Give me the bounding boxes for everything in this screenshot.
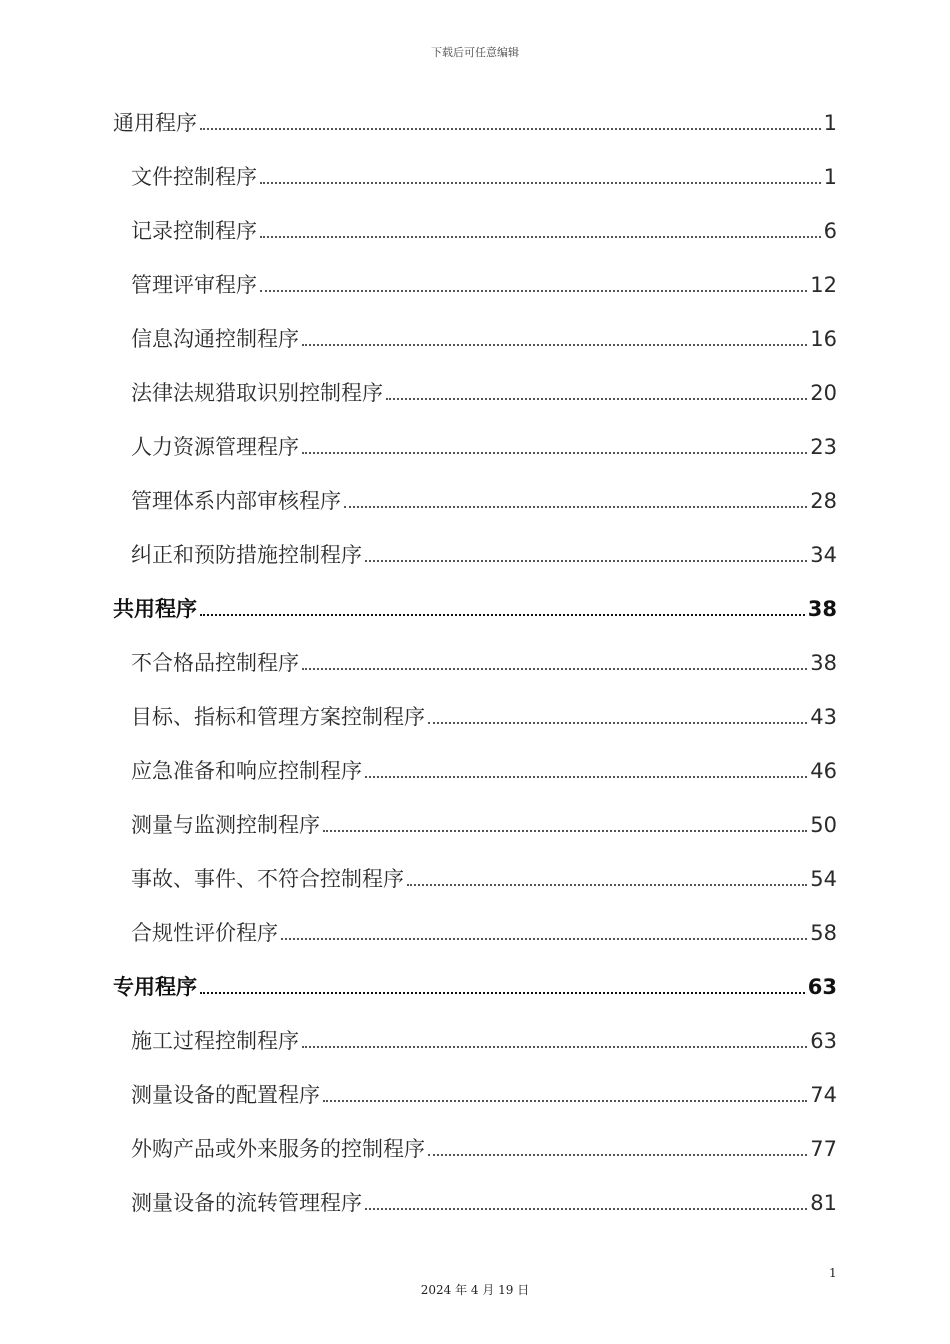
toc-entry-title: 合规性评价程序 [131,921,278,945]
toc-dot-leader [260,176,821,184]
toc-dot-leader [200,122,821,130]
toc-entry-page-number: 38 [810,651,837,675]
toc-entry[interactable] [131,895,837,949]
toc-entry-title: 测量设备的配置程序 [131,1083,320,1107]
toc-entry-title: 不合格品控制程序 [131,651,299,675]
toc-entry-page-number: 81 [810,1191,837,1215]
toc-entry-page-number: 1 [823,111,837,135]
toc-dot-leader [302,446,807,454]
toc-entry-title: 事故、事件、不符合控制程序 [131,867,404,891]
toc-entry[interactable] [131,787,837,841]
toc-entry-page-number: 12 [810,273,837,297]
toc-entry-page-number: 34 [810,543,837,567]
toc-entry-title: 外购产品或外来服务的控制程序 [131,1137,425,1161]
toc-entry[interactable] [131,1003,837,1057]
page-footer-date: 2024 年 4 月 19 日 [420,1283,530,1297]
toc-entry[interactable] [131,355,837,409]
toc-entry-page-number: 38 [807,597,837,621]
toc-entry[interactable] [131,1111,837,1165]
toc-entry[interactable] [131,679,837,733]
toc-entry-title: 施工过程控制程序 [131,1029,299,1053]
toc-entry[interactable] [131,733,837,787]
toc-dot-leader [200,986,805,994]
toc-dot-leader [260,230,821,238]
toc-entry[interactable] [131,1057,837,1111]
toc-entry[interactable] [131,841,837,895]
toc-entry-page-number: 63 [807,975,837,999]
toc-entry-title: 文件控制程序 [131,165,257,189]
toc-entry-page-number: 43 [810,705,837,729]
toc-dot-leader [302,1040,807,1048]
toc-entry[interactable] [131,1165,837,1219]
toc-entry[interactable] [131,463,837,517]
toc-dot-leader [365,554,807,562]
toc-entry-title: 纠正和预防措施控制程序 [131,543,362,567]
toc-entry-page-number: 28 [810,489,837,513]
toc-entry-page-number: 74 [810,1083,837,1107]
toc-entry-title: 管理评审程序 [131,273,257,297]
toc-entry-page-number: 16 [810,327,837,351]
page-header: 下载后可任意编辑 [431,46,519,59]
toc-entry-title: 记录控制程序 [131,219,257,243]
toc-entry[interactable] [131,409,837,463]
toc-entry-page-number: 1 [823,165,837,189]
toc-entry-page-number: 63 [810,1029,837,1053]
toc-entry-title: 管理体系内部审核程序 [131,489,341,513]
toc-entry-page-number: 6 [823,219,837,243]
toc-entry-page-number: 54 [810,867,837,891]
toc-entry-title: 目标、指标和管理方案控制程序 [131,705,425,729]
toc-dot-leader [428,716,807,724]
toc-entry[interactable] [131,625,837,679]
toc-dot-leader [365,1202,807,1210]
toc-entry-page-number: 58 [810,921,837,945]
toc-entry-title: 信息沟通控制程序 [131,327,299,351]
toc-entry-title: 通用程序 [113,111,197,135]
toc-entry-title: 测量与监测控制程序 [131,813,320,837]
toc-dot-leader [365,770,807,778]
toc-dot-leader [281,932,807,940]
toc-entry-title: 共用程序 [113,597,197,621]
toc-dot-leader [323,1094,807,1102]
toc-entry-page-number: 77 [810,1137,837,1161]
toc-dot-leader [386,392,807,400]
toc-entry-title: 法律法规猎取识别控制程序 [131,381,383,405]
toc-dot-leader [260,284,807,292]
toc-dot-leader [323,824,807,832]
toc-entry[interactable] [131,301,837,355]
toc-dot-leader [407,878,807,886]
toc-entry[interactable] [131,247,837,301]
toc-entry[interactable] [131,139,837,193]
toc-dot-leader [302,662,807,670]
toc-dot-leader [428,1148,807,1156]
toc-entry-page-number: 46 [810,759,837,783]
toc-entry[interactable] [131,193,837,247]
toc-dot-leader [344,500,807,508]
toc-entry[interactable] [131,517,837,571]
toc-dot-leader [200,608,805,616]
toc-entry-page-number: 23 [810,435,837,459]
toc-entry-page-number: 50 [810,813,837,837]
toc-dot-leader [302,338,807,346]
toc-entry-title: 应急准备和响应控制程序 [131,759,362,783]
toc-section-entry[interactable] [113,571,837,625]
toc-entry-page-number: 20 [810,381,837,405]
toc-entry-title: 人力资源管理程序 [131,435,299,459]
toc-entry-title: 专用程序 [113,975,197,999]
toc-section-entry[interactable] [113,949,837,1003]
toc-section-entry[interactable] [113,85,837,139]
page-number: 1 [829,1266,837,1280]
toc-entry-title: 测量设备的流转管理程序 [131,1191,362,1215]
